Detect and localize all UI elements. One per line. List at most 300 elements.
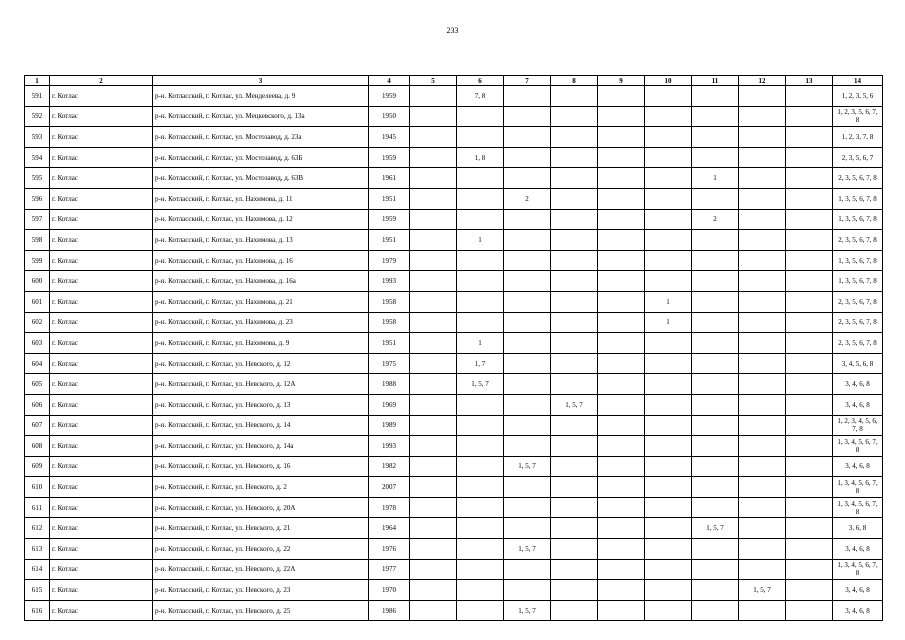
table-cell: г. Котлас [50, 580, 153, 601]
table-row [25, 477, 883, 498]
table-cell: 1, 3, 5, 6, 7, 8 [833, 188, 883, 209]
table-cell: г. Котлас [50, 436, 153, 457]
table-cell: 1950 [369, 106, 410, 127]
table-cell: р-н. Котласский, г. Котлас, ул. Нахимова, д. 16 [153, 250, 369, 271]
table-cell [692, 271, 739, 292]
column-header: 4 [369, 76, 410, 86]
table-cell [786, 271, 833, 292]
table-cell: 2 [692, 209, 739, 230]
table-cell: р-н. Котласский, г. Котлас, ул. Мостозавод, д. 63Б [153, 147, 369, 168]
table-cell [786, 559, 833, 580]
table-cell [739, 559, 786, 580]
table-cell: 1, 5, 7 [504, 456, 551, 477]
table-cell [598, 518, 645, 539]
table-cell [598, 497, 645, 518]
table-cell [598, 312, 645, 333]
table-cell [551, 580, 598, 601]
table-cell: 1969 [369, 394, 410, 415]
table-cell: 1961 [369, 168, 410, 189]
table-cell [598, 415, 645, 436]
table-cell: р-н. Котласский, г. Котлас, ул. Мостозавод, д. 23а [153, 127, 369, 148]
table-cell [692, 539, 739, 560]
table-cell: р-н. Котласский, г. Котлас, ул. Нахимова, д. 23 [153, 312, 369, 333]
table-cell [410, 394, 457, 415]
table-cell: 1, 7 [457, 353, 504, 374]
table-cell [739, 188, 786, 209]
table-cell: р-н. Котласский, г. Котлас, ул. Нахимова, д. 11 [153, 188, 369, 209]
table-cell [457, 188, 504, 209]
header-row [25, 76, 883, 86]
table-cell: 596 [25, 188, 50, 209]
table-cell: г. Котлас [50, 518, 153, 539]
table-cell: р-н. Котласский, г. Котлас, ул. Невского, д. 16 [153, 456, 369, 477]
table-cell [739, 436, 786, 457]
table-cell: 1, 5, 7 [457, 374, 504, 395]
table-cell [598, 127, 645, 148]
table-cell: р-н. Котласский, г. Котлас, ул. Нахимова, д. 21 [153, 291, 369, 312]
table-cell: р-н. Котласский, г. Котлас, ул. Невского, д. 21 [153, 518, 369, 539]
table-cell [410, 127, 457, 148]
table-cell [410, 291, 457, 312]
table-cell: г. Котлас [50, 477, 153, 498]
table-cell [692, 477, 739, 498]
table-cell: р-н. Котласский, г. Котлас, ул. Невского, д. 12 [153, 353, 369, 374]
table-cell [692, 374, 739, 395]
table-cell [692, 600, 739, 621]
table-cell [739, 291, 786, 312]
table-cell [504, 497, 551, 518]
table-cell: 1 [645, 291, 692, 312]
table-cell: г. Котлас [50, 271, 153, 292]
table-cell [504, 147, 551, 168]
table-cell [504, 106, 551, 127]
table-cell [457, 600, 504, 621]
table-row [25, 394, 883, 415]
table-row [25, 250, 883, 271]
table-cell [692, 230, 739, 251]
table-row [25, 127, 883, 148]
table-cell [692, 127, 739, 148]
column-header: 3 [153, 76, 369, 86]
table-cell: 598 [25, 230, 50, 251]
table-row [25, 456, 883, 477]
table-cell [786, 539, 833, 560]
table-cell [551, 415, 598, 436]
table-cell: 1, 5, 7 [739, 580, 786, 601]
table-cell [739, 86, 786, 107]
table-cell [598, 374, 645, 395]
table-cell [504, 580, 551, 601]
table-cell: 599 [25, 250, 50, 271]
table-cell [739, 147, 786, 168]
table-cell [410, 580, 457, 601]
table-cell: р-н. Котласский, г. Котлас, ул. Мостозавод, д. 63В [153, 168, 369, 189]
table-cell [410, 209, 457, 230]
table-cell [739, 518, 786, 539]
table-cell: 1993 [369, 436, 410, 457]
table-cell: 1993 [369, 271, 410, 292]
table-cell: 614 [25, 559, 50, 580]
table-cell [598, 456, 645, 477]
table-cell [645, 477, 692, 498]
housing-table [24, 75, 883, 621]
table-cell [786, 374, 833, 395]
table-cell: 602 [25, 312, 50, 333]
table-cell [504, 168, 551, 189]
table-cell: 1, 5, 7 [504, 539, 551, 560]
table-cell [457, 394, 504, 415]
table-cell [786, 456, 833, 477]
table-cell [551, 353, 598, 374]
table-row [25, 333, 883, 354]
table-row [25, 271, 883, 292]
table-cell [457, 580, 504, 601]
table-cell [645, 86, 692, 107]
table-cell [457, 477, 504, 498]
table-cell [692, 250, 739, 271]
table-cell [598, 333, 645, 354]
table-cell: 7, 8 [457, 86, 504, 107]
table-cell [786, 436, 833, 457]
table-cell: г. Котлас [50, 415, 153, 436]
table-cell [786, 497, 833, 518]
table-cell: р-н. Котласский, г. Котлас, ул. Невского, д. 14 [153, 415, 369, 436]
table-cell: 2 [504, 188, 551, 209]
table-cell: 1, 8 [457, 147, 504, 168]
table-cell: р-н. Котласский, г. Котлас, ул. Невского, д. 20А [153, 497, 369, 518]
table-cell [786, 230, 833, 251]
table-cell: 609 [25, 456, 50, 477]
table-cell [457, 456, 504, 477]
table-cell: 611 [25, 497, 50, 518]
table-cell [598, 250, 645, 271]
table-cell: 1975 [369, 353, 410, 374]
table-cell: г. Котлас [50, 374, 153, 395]
table-cell: 1, 2, 3, 4, 5, 6, 7, 8 [833, 415, 883, 436]
table-cell: 1 [692, 168, 739, 189]
table-cell [739, 456, 786, 477]
table-cell: 1964 [369, 518, 410, 539]
column-header: 12 [739, 76, 786, 86]
table-cell [410, 353, 457, 374]
table-cell [739, 477, 786, 498]
table-cell [410, 600, 457, 621]
table-row [25, 209, 883, 230]
table-cell: 1951 [369, 188, 410, 209]
table-cell [504, 374, 551, 395]
table-cell [786, 312, 833, 333]
table-cell: 605 [25, 374, 50, 395]
table-cell: р-н. Котласский, г. Котлас, ул. Невского, д. 2 [153, 477, 369, 498]
table-cell: г. Котлас [50, 168, 153, 189]
table-cell [598, 353, 645, 374]
table-cell: 1988 [369, 374, 410, 395]
table-cell: 1 [457, 230, 504, 251]
table-row [25, 106, 883, 127]
table-cell [551, 230, 598, 251]
table-cell: г. Котлас [50, 497, 153, 518]
table-cell [410, 271, 457, 292]
table-cell [645, 168, 692, 189]
table-cell: р-н. Котласский, г. Котлас, ул. Невского, д. 12А [153, 374, 369, 395]
table-cell [786, 168, 833, 189]
table-cell [410, 147, 457, 168]
table-cell [598, 209, 645, 230]
table-cell: 1959 [369, 147, 410, 168]
table-cell [598, 291, 645, 312]
table-cell: г. Котлас [50, 312, 153, 333]
table-cell: 2007 [369, 477, 410, 498]
table-cell [692, 106, 739, 127]
table-cell [457, 436, 504, 457]
table-cell: 1, 5, 7 [504, 600, 551, 621]
table-cell [457, 559, 504, 580]
table-cell [645, 106, 692, 127]
table-cell: 3, 4, 6, 8 [833, 539, 883, 560]
table-cell: 597 [25, 209, 50, 230]
table-cell [692, 580, 739, 601]
table-cell [739, 168, 786, 189]
table-cell: 2, 3, 5, 6, 7, 8 [833, 312, 883, 333]
table-cell: 3, 4, 6, 8 [833, 374, 883, 395]
table-cell [739, 394, 786, 415]
table-cell [598, 436, 645, 457]
table-cell: 2, 3, 5, 6, 7, 8 [833, 333, 883, 354]
table-cell [457, 127, 504, 148]
table-cell [692, 188, 739, 209]
table-cell [551, 333, 598, 354]
table-cell [551, 312, 598, 333]
table-cell: 1 [645, 312, 692, 333]
table-cell [692, 312, 739, 333]
table-cell: 1976 [369, 539, 410, 560]
table-cell [551, 147, 598, 168]
table-cell: 1, 3, 5, 6, 7, 8 [833, 209, 883, 230]
table-cell [692, 394, 739, 415]
table-cell: р-н. Котласский, г. Котлас, ул. Мецкевского, д. 13а [153, 106, 369, 127]
table-cell: 603 [25, 333, 50, 354]
table-cell [786, 127, 833, 148]
table-cell [504, 394, 551, 415]
table-cell: 608 [25, 436, 50, 457]
table-cell [739, 106, 786, 127]
table-cell [645, 271, 692, 292]
table-cell [692, 353, 739, 374]
table-cell: 2, 3, 5, 6, 7 [833, 147, 883, 168]
table-cell: г. Котлас [50, 188, 153, 209]
table-cell [786, 518, 833, 539]
column-header: 9 [598, 76, 645, 86]
table-cell: г. Котлас [50, 291, 153, 312]
table-cell [410, 559, 457, 580]
table-cell [739, 353, 786, 374]
table-cell [410, 518, 457, 539]
table-cell [410, 374, 457, 395]
table-cell [551, 250, 598, 271]
table-row [25, 415, 883, 436]
table-cell: 1977 [369, 559, 410, 580]
table-cell [598, 580, 645, 601]
table-cell [786, 106, 833, 127]
table-cell: 1, 2, 3, 5, 6 [833, 86, 883, 107]
table-row [25, 436, 883, 457]
table-cell [504, 209, 551, 230]
table-cell [739, 333, 786, 354]
table-cell: 1959 [369, 209, 410, 230]
table-cell [457, 312, 504, 333]
table-cell [551, 477, 598, 498]
table-cell: г. Котлас [50, 333, 153, 354]
table-cell: 1, 3, 4, 5, 6, 7, 8 [833, 436, 883, 457]
table-cell [551, 497, 598, 518]
column-header: 6 [457, 76, 504, 86]
table-cell: 1, 5, 7 [551, 394, 598, 415]
table-row [25, 559, 883, 580]
table-cell [739, 312, 786, 333]
table-cell: 1958 [369, 312, 410, 333]
table-cell [598, 230, 645, 251]
table-cell [739, 415, 786, 436]
table-cell [410, 106, 457, 127]
table-cell: 1979 [369, 250, 410, 271]
table-cell [645, 456, 692, 477]
column-header: 8 [551, 76, 598, 86]
table-cell [410, 539, 457, 560]
table-cell: р-н. Котласский, г. Котлас, ул. Невского, д. 25 [153, 600, 369, 621]
table-cell [457, 497, 504, 518]
table-cell: 613 [25, 539, 50, 560]
table-cell: р-н. Котласский, г. Котлас, ул. Невского, д. 13 [153, 394, 369, 415]
table-cell [551, 291, 598, 312]
table-cell: р-н. Котласский, г. Котлас, ул. Невского, д. 14а [153, 436, 369, 457]
table-cell [551, 518, 598, 539]
table-cell [504, 559, 551, 580]
table-cell: 3, 6, 8 [833, 518, 883, 539]
table-cell [739, 230, 786, 251]
table-cell: р-н. Котласский, г. Котлас, ул. Нахимова, д. 16а [153, 271, 369, 292]
table-cell [410, 86, 457, 107]
table-cell: 3, 4, 5, 6, 8 [833, 353, 883, 374]
table-cell: г. Котлас [50, 250, 153, 271]
table-row [25, 86, 883, 107]
table-cell: р-н. Котласский, г. Котлас, ул. Менделеева, д. 9 [153, 86, 369, 107]
table-cell [598, 394, 645, 415]
table-cell [786, 353, 833, 374]
table-cell: 593 [25, 127, 50, 148]
table-cell [786, 477, 833, 498]
table-cell: 604 [25, 353, 50, 374]
table-cell [645, 209, 692, 230]
table-cell: р-н. Котласский, г. Котлас, ул. Невского, д. 22 [153, 539, 369, 560]
table-cell [598, 106, 645, 127]
table-cell [504, 271, 551, 292]
table-cell [598, 539, 645, 560]
table-cell [786, 394, 833, 415]
table-cell: г. Котлас [50, 456, 153, 477]
table-cell [598, 559, 645, 580]
table-cell: 600 [25, 271, 50, 292]
column-header: 10 [645, 76, 692, 86]
table-cell [645, 497, 692, 518]
table-cell [504, 415, 551, 436]
table-cell [551, 106, 598, 127]
table-cell: г. Котлас [50, 600, 153, 621]
table-cell [598, 188, 645, 209]
table-cell: 592 [25, 106, 50, 127]
table-cell: 2, 3, 5, 6, 7, 8 [833, 291, 883, 312]
table-cell [504, 477, 551, 498]
table-cell [692, 333, 739, 354]
column-header: 1 [25, 76, 50, 86]
table-cell [410, 250, 457, 271]
table-cell: г. Котлас [50, 209, 153, 230]
table-row [25, 168, 883, 189]
table-cell [692, 415, 739, 436]
table-cell [457, 209, 504, 230]
table-cell [457, 106, 504, 127]
table-cell [598, 600, 645, 621]
table-cell: р-н. Котласский, г. Котлас, ул. Невского, д. 22А [153, 559, 369, 580]
table-cell: 3, 4, 6, 8 [833, 456, 883, 477]
table-cell [504, 86, 551, 107]
table-row [25, 539, 883, 560]
table-cell [410, 188, 457, 209]
table-cell: 3, 4, 6, 8 [833, 580, 883, 601]
table-cell [645, 250, 692, 271]
table-cell [457, 539, 504, 560]
column-header: 5 [410, 76, 457, 86]
table-cell: 1986 [369, 600, 410, 621]
table-cell [645, 580, 692, 601]
table-cell [551, 600, 598, 621]
table-cell [504, 436, 551, 457]
table-cell [551, 209, 598, 230]
table-cell [645, 374, 692, 395]
table-cell: 1970 [369, 580, 410, 601]
table-cell [786, 600, 833, 621]
table-cell [551, 559, 598, 580]
table-cell [551, 456, 598, 477]
table-row [25, 188, 883, 209]
table-cell: г. Котлас [50, 147, 153, 168]
table-cell [739, 127, 786, 148]
table-cell [551, 271, 598, 292]
table-cell [739, 600, 786, 621]
table-cell: 1, 5, 7 [692, 518, 739, 539]
table-cell [504, 353, 551, 374]
table-cell: 1, 3, 4, 5, 6, 7, 8 [833, 559, 883, 580]
table-cell: 1982 [369, 456, 410, 477]
table-cell [457, 518, 504, 539]
table-cell: 1, 3, 4, 5, 6, 7, 8 [833, 497, 883, 518]
table-cell [692, 147, 739, 168]
table-cell: г. Котлас [50, 106, 153, 127]
table-row [25, 580, 883, 601]
table-cell: 610 [25, 477, 50, 498]
table-cell [598, 147, 645, 168]
table-row [25, 147, 883, 168]
table-cell: г. Котлас [50, 559, 153, 580]
table-cell [504, 333, 551, 354]
table-cell [457, 271, 504, 292]
table-row [25, 374, 883, 395]
table-cell [692, 291, 739, 312]
table-cell [504, 291, 551, 312]
table-cell [598, 168, 645, 189]
table-cell: 606 [25, 394, 50, 415]
table-cell [457, 168, 504, 189]
table-cell [551, 188, 598, 209]
